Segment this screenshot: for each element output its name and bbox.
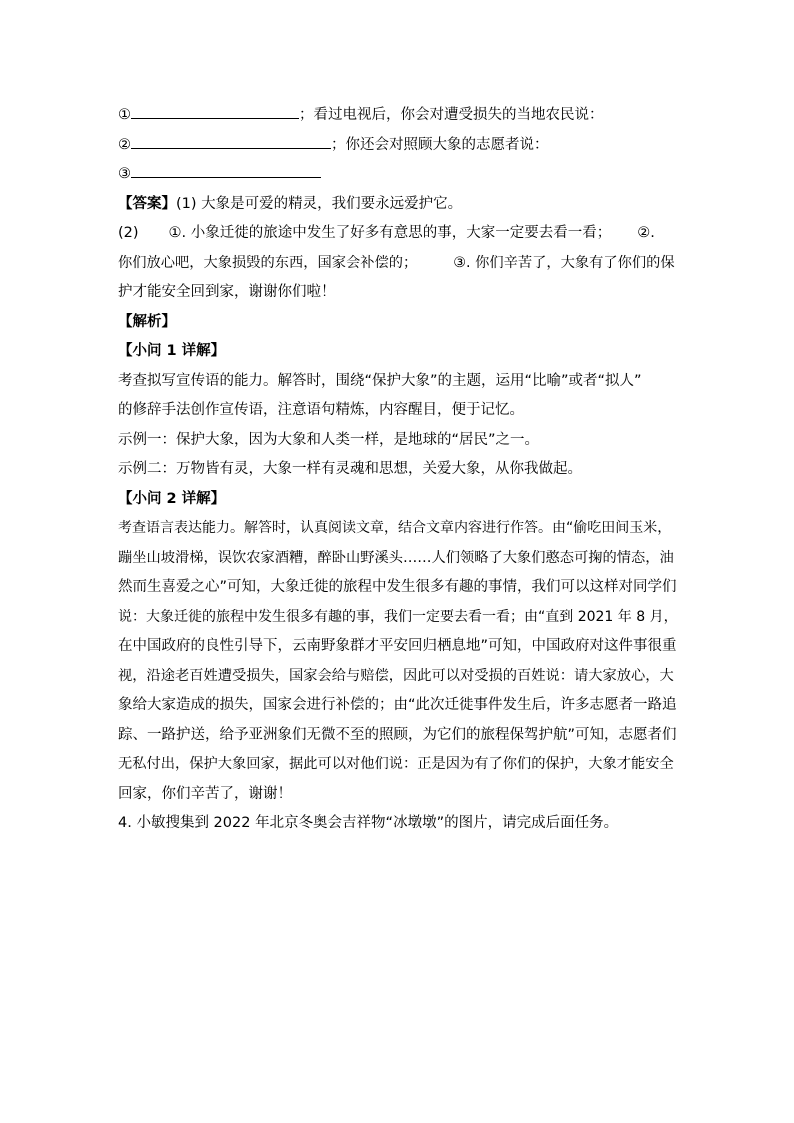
answer-line-2	[118, 219, 678, 249]
question-4: 4. 小敏搜集到 2022 年北京冬奥会吉祥物“冰墩墩”的图片，请完成后面任务。	[118, 815, 619, 831]
subquestion-2-label: 【小问 2 详解】	[118, 490, 226, 507]
subquestion-2-paragraph-line: 视，沿途老百姓遭受损失，国家会给与赔偿，因此可以对受损的百姓说：请大家放心，大	[118, 667, 674, 684]
answer-line-3	[118, 249, 678, 279]
subquestion-2-paragraph-line: 回家，你们辛苦了，谢谢！	[118, 785, 292, 802]
fill-line-2-text: ；你还会对照顾大象的志愿者说：	[331, 136, 549, 153]
subquestion-2-paragraph-line: 蹦坐山坡滑梯，误饮农家酒糟，醉卧山野溪头……人们领略了大象们憨态可掬的情态，油	[118, 549, 674, 566]
subquestion-2-paragraph-line: 踪、一路护送，给予亚洲象们无微不至的照顾，为它们的旅程保驾护航”可知，志愿者们	[118, 726, 677, 743]
answer-label: 【答案】	[118, 195, 176, 212]
example-1: 示例一：保护大象，因为大象和人类一样，是地球的“居民”之一。	[118, 431, 540, 448]
fill-line-1	[118, 101, 678, 131]
answer-2-part-b: ②.	[637, 225, 655, 241]
subquestion-1-label: 【小问 1 详解】	[118, 343, 226, 359]
answer-2-part-a: ①. 小象迁徙的旅途中发生了好多有意思的事，大家一定要去看一看；	[168, 225, 612, 241]
subquestion-2-paragraph-line: 在中国政府的良性引导下，云南野象群才平安回归栖息地”可知，中国政府对这件事很重	[118, 638, 677, 654]
subquestion-2-paragraph-line: 考查语言表达能力。解答时，认真阅读文章，结合文章内容进行作答。由“偷吃田间玉米，	[118, 520, 672, 536]
fill-line-1-text: ；看过电视后，你会对遭受损失的当地农民说：	[299, 107, 604, 123]
answer-line-4	[118, 278, 678, 308]
subquestion-2-paragraph-line: 无私付出，保护大象回家，据此可以对他们说：正是因为有了你们的保护，大象才能安全	[118, 756, 674, 772]
answer-blank-3[interactable]	[131, 161, 321, 178]
circled-number-3: ③	[118, 166, 131, 182]
answer-blank-1[interactable]	[131, 102, 299, 119]
subquestion-2-paragraph-line: 说：大象迁徙的旅程中发生很多有趣的事，我们一定要去看一看；由“直到 2021 年 8 月，	[118, 608, 678, 625]
circled-number-1: ①	[118, 107, 131, 123]
fill-line-2	[118, 131, 678, 161]
subquestion-1-paragraph-line: 考查拟写宣传语的能力。解答时，围绕“保护大象”的主题，运用“比喻”或者“拟人”	[118, 372, 642, 389]
answer-2-number: (2)	[118, 225, 139, 241]
answer-line-1	[118, 190, 678, 220]
subquestion-1-paragraph-line: 的修辞手法创作宣传语，注意语句精炼，内容醒目，便于记忆。	[118, 402, 524, 418]
answer-1-text: (1) 大象是可爱的精灵，我们要永远爱护它。	[176, 195, 463, 212]
answer-2-part-c: 你们放心吧，大象损毁的东西，国家会补偿的；	[118, 254, 418, 271]
answer-2-part-e: 护才能安全回到家，谢谢你们啦！	[118, 284, 336, 300]
fill-line-3	[118, 160, 678, 190]
answer-blank-2[interactable]	[131, 132, 331, 149]
subquestion-2-paragraph-line: 象给大家造成的损失，国家会进行补偿的；由“此次迁徙事件发生后，许多志愿者一路追	[118, 697, 677, 713]
answer-content	[118, 101, 678, 839]
circled-number-2: ②	[118, 136, 131, 153]
analysis-label: 【解析】	[118, 313, 176, 330]
example-2: 示例二：万物皆有灵，大象一样有灵魂和思想，关爱大象，从你我做起。	[118, 461, 582, 477]
answer-2-part-d: ③. 你们辛苦了，大象有了你们的保	[453, 254, 675, 271]
subquestion-2-paragraph-line: 然而生喜爱之心”可知，大象迁徙的旅程中发生很多有趣的事情，我们可以这样对同学们	[118, 579, 677, 595]
